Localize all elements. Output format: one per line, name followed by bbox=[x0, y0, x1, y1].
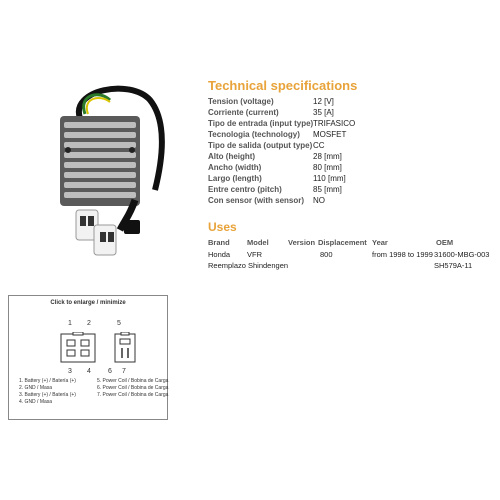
spec-value: 80 [mm] bbox=[313, 163, 342, 172]
pin-label: 2 bbox=[87, 320, 91, 327]
pin-label: 3 bbox=[68, 368, 72, 375]
spec-label: Tipo de entrada (input type) bbox=[208, 119, 314, 128]
uses-header-version: Version bbox=[288, 238, 316, 247]
spec-label: Tipo de salida (output type) bbox=[208, 141, 313, 150]
specs-title: Technical specifications bbox=[208, 78, 358, 93]
legend-item: 3. Battery (+) / Batería (+) bbox=[19, 392, 76, 398]
voltage-regulator-image bbox=[40, 80, 200, 270]
enlarge-link[interactable]: Click to enlarge / minimize bbox=[50, 300, 126, 306]
uses-header-brand: Brand bbox=[208, 238, 230, 247]
legend-item: 4. GND / Masa bbox=[19, 399, 53, 405]
uses-year: from 1998 to 1999 bbox=[372, 250, 433, 259]
spec-value: TRIFASICO bbox=[313, 119, 356, 128]
spec-value: 28 [mm] bbox=[313, 152, 342, 161]
spec-value: 35 [A] bbox=[313, 108, 334, 117]
legend-item: 5. Power Coil / Bobina de Carga bbox=[97, 378, 169, 384]
uses-header-year: Year bbox=[372, 238, 388, 247]
legend-item: 2. GND / Masa bbox=[19, 385, 53, 391]
uses-displacement: 800 bbox=[320, 250, 333, 259]
spec-label: Tension (voltage) bbox=[208, 97, 274, 106]
spec-label: Tecnologia (technology) bbox=[208, 130, 300, 139]
replacement-label: Reemplazo bbox=[208, 261, 246, 270]
spec-label: Entre centro (pitch) bbox=[208, 185, 282, 194]
replacement-brand: Shindengen bbox=[248, 261, 289, 270]
uses-title: Uses bbox=[208, 220, 237, 234]
spec-value: NO bbox=[313, 196, 325, 205]
pin-label: 7 bbox=[122, 368, 126, 375]
spec-label: Alto (height) bbox=[208, 152, 256, 161]
uses-oem: 31600-MBG-003 bbox=[434, 250, 490, 259]
uses-header-displacement: Displacement bbox=[318, 238, 367, 247]
uses-model: VFR bbox=[247, 250, 262, 259]
uses-brand: Honda bbox=[208, 250, 231, 259]
spec-value: 85 [mm] bbox=[313, 185, 342, 194]
connector-diagram[interactable] bbox=[8, 295, 168, 420]
spec-value: 12 [V] bbox=[313, 97, 334, 106]
spec-value: MOSFET bbox=[313, 130, 347, 139]
pin-label: 6 bbox=[108, 368, 112, 375]
uses-header-oem: OEM bbox=[436, 238, 454, 247]
spec-value: CC bbox=[313, 141, 325, 150]
legend-item: 6. Power Coil / Bobina de Carga bbox=[97, 385, 169, 391]
uses-header-model: Model bbox=[247, 238, 269, 247]
legend-item: 1. Battery (+) / Batería (+) bbox=[19, 378, 76, 384]
pin-label: 4 bbox=[87, 368, 91, 375]
legend-item: 7. Power Coil / Bobina de Carga bbox=[97, 392, 169, 398]
replacement-part: SH579A-11 bbox=[434, 261, 473, 270]
spec-value: 110 [mm] bbox=[313, 174, 346, 183]
spec-label: Con sensor (with sensor) bbox=[208, 196, 305, 205]
pin-label: 1 bbox=[68, 320, 72, 327]
pin-label: 5 bbox=[117, 320, 121, 327]
spec-label: Ancho (width) bbox=[208, 163, 262, 172]
connector-pinout-icon bbox=[59, 332, 139, 368]
spec-label: Largo (length) bbox=[208, 174, 262, 183]
spec-label: Corriente (current) bbox=[208, 108, 279, 117]
